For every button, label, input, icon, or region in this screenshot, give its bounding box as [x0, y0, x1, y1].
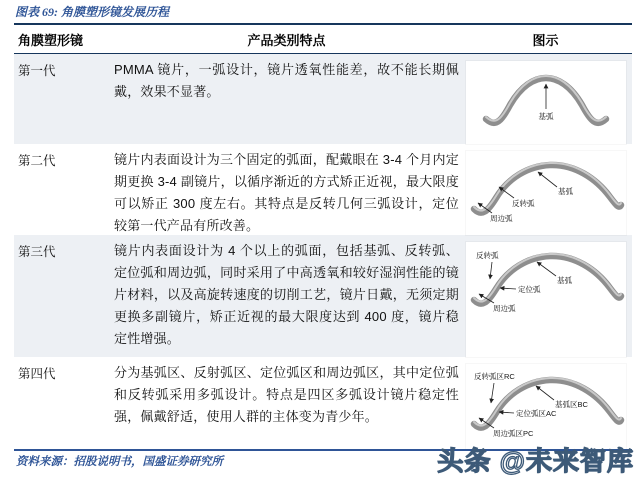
generation-description: 镜片内表面设计为 4 个以上的弧面，包括基弧、反转弧、定位弧和周边弧，同时采用了中高透氧和较好湿润性能的镜片材料，以及高旋转速度的切削工艺，镜片日戴，无须定期更换多副镜片，矫正近视的最大限度达到 400 度，镜片稳定性增强。 [114, 243, 459, 346]
lens-cross-section-icon [466, 242, 626, 318]
table-row [14, 357, 632, 449]
watermark-text: 头条 @未来智库 [437, 446, 634, 476]
table-header-row [14, 23, 632, 54]
table-row [14, 144, 632, 235]
generation-label: 第一代 [18, 64, 56, 78]
arc-label: 基弧 [538, 112, 553, 121]
source-note: 资料来源：招股说明书，国盛证券研究所 [16, 456, 223, 468]
arc-label: 基弧 [557, 187, 573, 196]
arc-label: 基弧区BC [554, 400, 588, 409]
table-row [14, 54, 632, 144]
figure-cell [459, 357, 632, 449]
col-header-figure: 图示 [532, 32, 559, 48]
figure-cell [459, 144, 632, 235]
col-header-features: 产品类别特点 [247, 32, 326, 48]
generation-description: 分为基弧区、反射弧区、定位弧区和周边弧区，其中定位弧和反转弧采用多弧设计。特点是四区多弧设计镜片稳定性强，佩戴舒适，使用人群的主体变为青少年。 [114, 365, 459, 424]
figure-cell [459, 235, 632, 357]
arc-label: 周边弧 [492, 304, 515, 313]
lens-diagram-gen1 [466, 61, 626, 144]
figure-caption: 图表 69: 角膜塑形镜发展历程 [15, 5, 169, 19]
lens-cross-section-icon [466, 61, 626, 137]
generation-description: PMMA 镜片，一弧设计，镜片透氧性能差，故不能长期佩戴，效果不显著。 [114, 62, 459, 99]
arc-label: 反转弧 [475, 251, 498, 260]
lens-diagram-gen2 [466, 151, 626, 235]
arc-label: 反转弧 [511, 199, 534, 208]
generation-label: 第四代 [18, 367, 56, 381]
generation-table [14, 23, 632, 449]
arc-label: 周边弧 [489, 214, 512, 223]
lens-diagram-gen4 [466, 364, 626, 449]
lens-cross-section-icon [466, 364, 626, 444]
generation-label: 第二代 [18, 154, 56, 168]
figure-cell [459, 54, 632, 144]
arc-label: 基弧 [556, 276, 572, 285]
lens-cross-section-icon [466, 151, 626, 227]
arc-label: 周边弧区PC [492, 429, 533, 438]
arc-label: 定位弧区AC [515, 409, 556, 418]
generation-label: 第三代 [18, 245, 56, 259]
arc-label: 定位弧 [517, 285, 540, 294]
lens-diagram-gen3 [466, 242, 626, 357]
table-row [14, 235, 632, 357]
arc-label: 反转弧区RC [473, 372, 515, 381]
generation-description: 镜片内表面设计为三个固定的弧面，配戴眼在 3-4 个月内定期更换 3-4 副镜片，以循序渐近的方式矫正近视，最大限度可以矫正 300 度左右。其特点是反转几何三弧设计，定位较第一代产品有所改善。 [114, 152, 459, 233]
col-header-lens: 角膜塑形镜 [18, 32, 84, 48]
